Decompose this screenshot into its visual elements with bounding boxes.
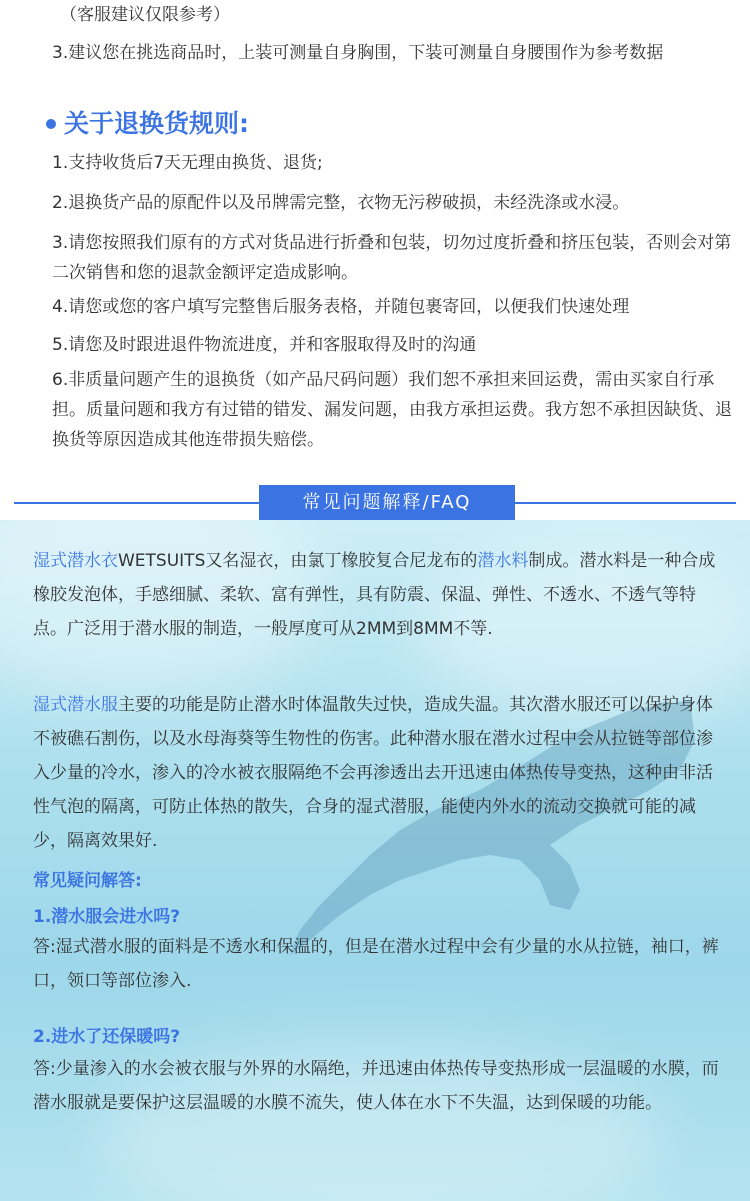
qa-title: 常见疑问解答: [33, 871, 142, 891]
rule-item: 6.非质量问题产生的退换货（如产品尺码问题）我们恕不承担来回运费，需由买家自行承担。质量问题和我方有过错的错发、漏发问题，由我方承担运费。我方恕不承担因缺货、退换货等原因造成其他连带损失赔偿。 [52, 370, 732, 450]
faq-section [0, 520, 750, 1201]
rule-item: 1.支持收货后7天无理由换货、退货; [52, 153, 323, 173]
answer-1: 答:湿式潜水服的面料是不透水和保温的，但是在潜水过程中会有少量的水从拉链，袖口，裤口，领口等部位渗入. [33, 937, 719, 991]
faq-label: 常见问题解释/FAQ [259, 485, 515, 520]
term-wetsuit-2: 湿式潜水服 [33, 695, 118, 715]
rule-item: 3.请您按照我们原有的方式对货品进行折叠和包装，切勿过度折叠和挤压包装，否则会对第二次销售和您的退款金额评定造成影响。 [52, 233, 732, 283]
paragraph-text: WETSUITS又名湿衣，由氯丁橡胶复合尼龙布的 [118, 551, 478, 571]
tip-3: 3.建议您在挑选商品时，上装可测量自身胸围，下装可测量自身腰围作为参考数据 [52, 43, 664, 63]
question-2: 2.进水了还保暖吗? [33, 1027, 181, 1047]
paragraph-text: 制成。潜水料是一种合成橡胶发泡体，手感细腻、柔软、富有弹性，具有防震、保温、弹性、不透水、不透气等特点。广泛用于潜水服的制造，一般厚度可从2MM到8MM不等. [33, 551, 716, 639]
top-section [0, 0, 750, 520]
faq-paragraph-2 [33, 688, 723, 858]
advice-note: （客服建议仅限参考） [60, 5, 230, 25]
faq-paragraph-1 [33, 544, 723, 646]
rules-title: 关于退换货规则: [64, 109, 249, 138]
bullet-dot-icon [46, 119, 56, 129]
answer-2: 答:少量渗入的水会被衣服与外界的水隔绝，并迅速由体热传导变热形成一层温暖的水膜，而潜水服就是要保护这层温暖的水膜不流失，使人体在水下不失温，达到保暖的功能。 [33, 1059, 719, 1113]
paragraph-text: 主要的功能是防止潜水时体温散失过快，造成失温。其次潜水服还可以保护身体不被礁石割伤，以及水母海葵等生物性的伤害。此种潜水服在潜水过程中会从拉链等部位渗入少量的冷水，渗入的冷水被衣服隔绝不会再渗透出去开迅速由体热传导变热，这种由非活性气泡的隔离，可防止体热的散失，合身的湿式潜服，能使内外水的流动交换就可能的减少，隔离效果好. [33, 695, 713, 851]
term-wetsuit: 湿式潜水衣 [33, 551, 118, 571]
rule-item: 4.请您或您的客户填写完整售后服务表格，并随包裹寄回，以便我们快速处理 [52, 297, 630, 317]
rule-item: 2.退换货产品的原配件以及吊牌需完整，衣物无污秽破损，未经洗涤或水浸。 [52, 193, 630, 213]
rules-heading [46, 104, 249, 144]
term-material: 潜水料 [477, 551, 529, 571]
rule-item: 5.请您及时跟进退件物流进度，并和客服取得及时的沟通 [52, 335, 477, 355]
question-1: 1.潜水服会进水吗? [33, 907, 181, 927]
